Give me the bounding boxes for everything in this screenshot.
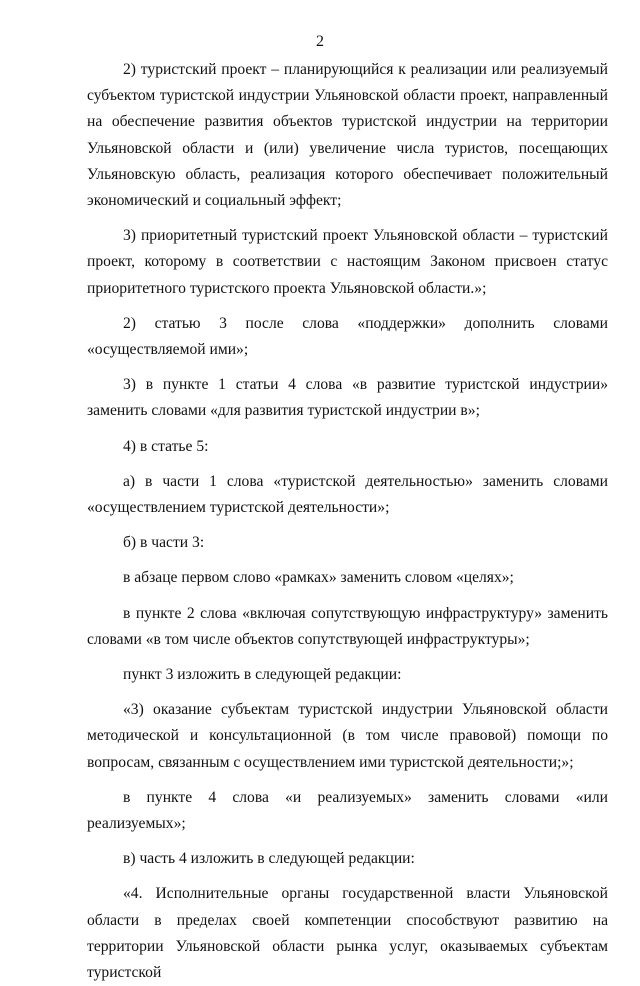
paragraph-part-4-new-text: «4. Исполнительные органы государственной власти Ульяновской области в пределах своей компетенции способствуют развитию на территории Ульяновской области рынка услуг, оказываемых субъектам туристской — [87, 885, 608, 982]
paragraph-point-3-heading: пункт 3 изложить в следующей редакции: — [123, 666, 402, 684]
paragraph-part-4-heading: в) часть 4 изложить в следующей редакции: — [123, 850, 415, 868]
paragraph-point-3-new-text: «3) оказание субъектам туристской индустрии Ульяновской области методической и консультационной (в том числе правовой) помощи по вопросам, связанным с осуществлением ими туристской деятельности;»; — [87, 701, 608, 771]
paragraph-article-4-amendment: 3) в пункте 1 статьи 4 слова «в развитие туристской индустрии» заменить словами «для развития туристской индустрии в»; — [87, 376, 608, 420]
paragraph-point-4-amendment: в пункте 4 слова «и реализуемых» заменить словами «или реализуемых»; — [87, 788, 608, 833]
paragraph-article-5-heading: 4) в статье 5: — [123, 437, 209, 455]
page-number: 2 — [316, 33, 324, 50]
paragraph-first-clause-amendment: в абзаце первом слово «рамках» заменить словом «целях»; — [123, 569, 514, 587]
paragraph-article-5-part-3-heading: б) в части 3: — [123, 534, 205, 552]
paragraph-article-3-amendment: 2) статью 3 после слова «поддержки» дополнить словами «осуществляемой ими»; — [87, 314, 608, 359]
paragraph-article-5-part-1: а) в части 1 слова «туристской деятельностью» заменить словами «осуществлением туристской деятельности»; — [87, 472, 608, 517]
paragraph-tourist-project-definition: 2) туристский проект – планирующийся к реализации или реализуемый субъектом туристской индустрии Ульяновской области проект, направленный на обеспечение развития объектов туристской индустрии на территории Ульяновской области и (или) увеличение числа туристов, посещающих Ульяновскую область, реализация которого обеспечивает положительный экономический и социальный эффект; — [87, 61, 608, 210]
paragraph-point-2-amendment: в пункте 2 слова «включая сопутствующую инфраструктуру» заменить словами «в том числе объектов сопутствующей инфраструктуры»; — [87, 604, 608, 648]
paragraph-priority-tourist-project-definition: 3) приоритетный туристский проект Ульяновской области – туристский проект, которому в соответствии с настоящим Законом присвоен статус приоритетного туристского проекта Ульяновской области.»; — [87, 227, 608, 297]
document-body — [87, 57, 608, 986]
